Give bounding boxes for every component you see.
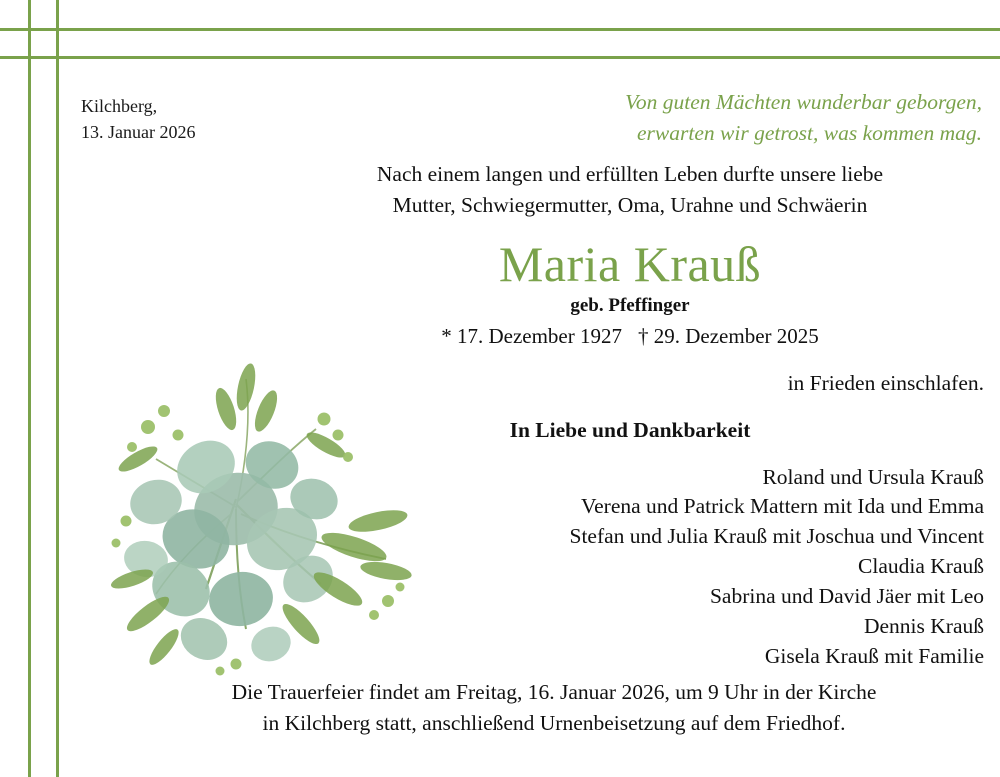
ceremony-line-2: in Kilchberg statt, anschließend Urnenbeisetzung auf dem Friedhof.: [262, 710, 846, 735]
life-dates: [274, 324, 986, 349]
passing-text: in Frieden einschlafen.: [787, 370, 984, 395]
border-rule-horizontal-outer: [0, 28, 1000, 31]
deceased-born-name: geb. Pfeffinger: [570, 294, 690, 316]
verse-line-2: erwarten wir getrost, was kommen mag.: [637, 120, 982, 145]
birth-date: * 17. Dezember 1927: [441, 323, 622, 348]
death-date: † 29. Dezember 2025: [638, 323, 819, 348]
list-item: Dennis Krauß: [863, 613, 984, 638]
place-text: Kilchberg,: [81, 96, 158, 116]
list-item: Gisela Krauß mit Familie: [764, 643, 984, 668]
card-content: [59, 59, 1000, 777]
intro-line-2: Mutter, Schwiegermutter, Oma, Urahne und Schwäerin: [392, 192, 868, 217]
date-text: 13. Januar 2026: [81, 122, 196, 143]
border-rule-vertical-outer: [28, 0, 31, 777]
intro-line-1: Nach einem langen und erfüllten Leben durfte unsere liebe: [376, 162, 884, 186]
gratitude-heading: In Liebe und Dankbarkeit: [509, 417, 751, 442]
list-item: Verena und Patrick Mattern mit Ida und Emma: [580, 494, 984, 519]
deceased-name: Maria Krauß: [498, 236, 762, 293]
main-text-column: [274, 159, 986, 672]
verse-line-1: Von guten Mächten wunderbar geborgen,: [625, 90, 982, 114]
survivors-list: [274, 463, 986, 672]
list-item: Roland und Ursula Krauß: [762, 464, 984, 489]
place-date-block: [81, 93, 195, 145]
ceremony-line-1: Die Trauerfeier findet am Freitag, 16. Januar 2026, um 9 Uhr in der Kirche: [231, 680, 877, 704]
list-item: Sabrina und David Jäer mit Leo: [709, 584, 984, 609]
intro-block: [274, 159, 986, 220]
ceremony-details: [119, 677, 989, 738]
list-item: Claudia Krauß: [858, 554, 984, 579]
verse-block: [462, 87, 982, 148]
list-item: Stefan und Julia Krauß mit Joschua und Vincent: [569, 524, 984, 549]
